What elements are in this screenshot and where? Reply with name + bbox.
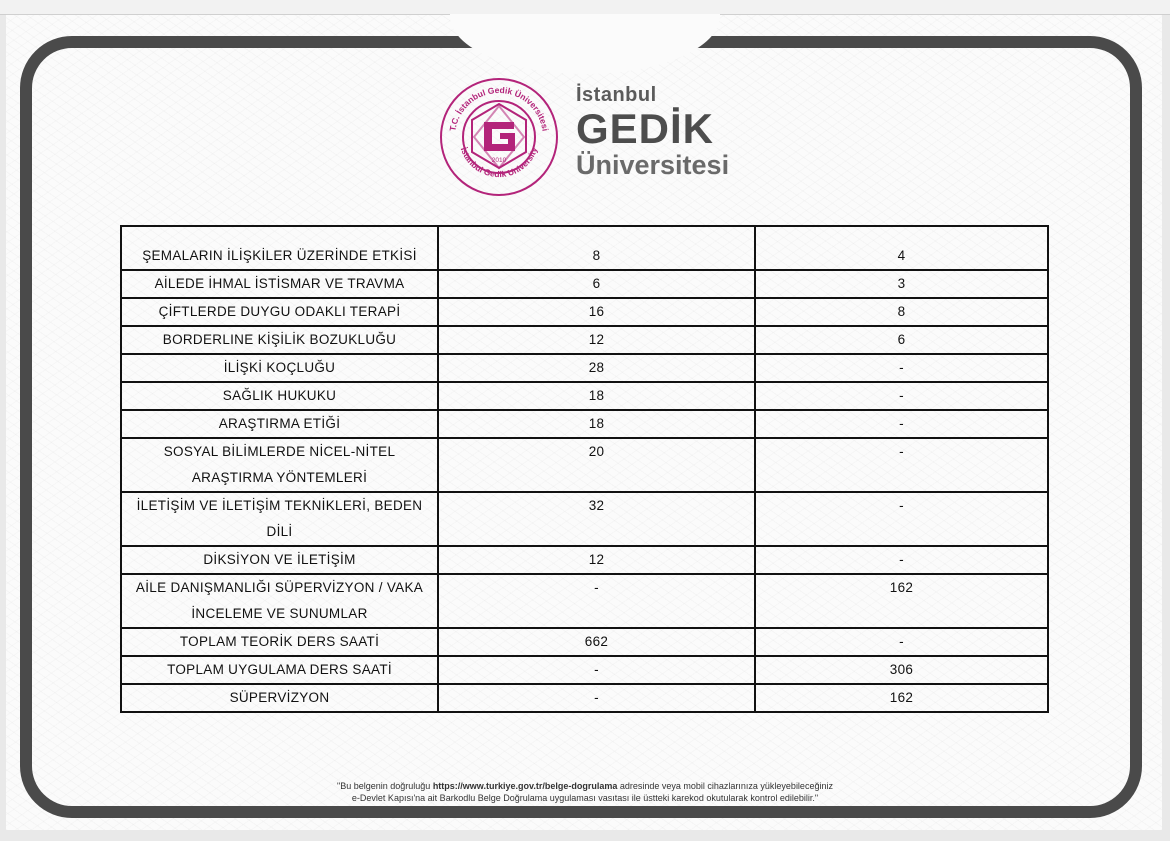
theory-hours-cell: 18: [438, 382, 755, 410]
course-name-cell: ÇİFTLERDE DUYGU ODAKLI TERAPİ: [121, 298, 438, 326]
theory-hours-cell: 28: [438, 354, 755, 382]
practice-hours-cell: -: [755, 382, 1048, 410]
theory-hours-cell: -: [438, 574, 755, 628]
verification-link[interactable]: https://www.turkiye.gov.tr/belge-dogrulama: [432, 781, 618, 791]
theory-hours-cell: -: [438, 684, 755, 712]
verification-line-1: "Bu belgenin doğruluğu https://www.turkiye.gov.tr/belge-dogrulama adresinde veya mobil cihazlarınıza yükleyebileceğiniz: [337, 781, 833, 791]
course-name-cell: DİKSİYON VE İLETİŞİM: [121, 546, 438, 574]
table-row: [121, 574, 1048, 628]
practice-hours-cell: 306: [755, 656, 1048, 684]
course-name-cell: [121, 574, 438, 628]
course-name-cell: İLİŞKİ KOÇLUĞU: [121, 354, 438, 382]
practice-hours-cell: -: [755, 354, 1048, 382]
practice-hours-cell: -: [755, 410, 1048, 438]
practice-hours-cell: -: [755, 438, 1048, 492]
course-name-cell: SÜPERVİZYON: [121, 684, 438, 712]
table-row: [121, 546, 1048, 574]
practice-hours-cell: 6: [755, 326, 1048, 354]
viewer-top-bar: [0, 0, 1170, 15]
practice-hours-cell: 162: [755, 574, 1048, 628]
practice-hours-cell: -: [755, 628, 1048, 656]
theory-hours-cell: -: [438, 656, 755, 684]
theory-hours-cell: 20: [438, 438, 755, 492]
theory-hours-cell: 12: [438, 546, 755, 574]
wordmark-city: İstanbul: [576, 84, 657, 106]
course-name-line: SOSYAL BİLİMLERDE NİCEL-NİTEL: [163, 444, 396, 459]
course-name-line: ARAŞTIRMA YÖNTEMLERİ: [191, 470, 368, 485]
practice-hours-cell: 3: [755, 270, 1048, 298]
course-name-cell: ŞEMALARIN İLİŞKİLER ÜZERİNDE ETKİSİ: [121, 226, 438, 270]
course-hours-table: [120, 225, 1049, 713]
theory-hours-cell: 16: [438, 298, 755, 326]
theory-hours-cell: 6: [438, 270, 755, 298]
course-name-cell: BORDERLINE KİŞİLİK BOZUKLUĞU: [121, 326, 438, 354]
course-name-line: İNCELEME VE SUNUMLAR: [191, 606, 368, 621]
verification-note: [150, 780, 1020, 804]
table-row: [121, 438, 1048, 492]
table-row: [121, 656, 1048, 684]
course-name-cell: ARAŞTIRMA ETİĞİ: [121, 410, 438, 438]
table-row: [121, 628, 1048, 656]
table-row: [121, 326, 1048, 354]
table-row: [121, 410, 1048, 438]
table-row: [121, 226, 1048, 270]
university-wordmark: [576, 84, 729, 179]
course-name-cell: [121, 438, 438, 492]
table-row: [121, 684, 1048, 712]
seal-year: 2010: [491, 157, 507, 164]
practice-hours-cell: 162: [755, 684, 1048, 712]
practice-hours-cell: -: [755, 492, 1048, 546]
course-name-cell: TOPLAM TEORİK DERS SAATİ: [121, 628, 438, 656]
seal-bottom-text: İstanbul Gedik University: [458, 145, 540, 180]
theory-hours-cell: 18: [438, 410, 755, 438]
table-row: [121, 298, 1048, 326]
practice-hours-cell: 8: [755, 298, 1048, 326]
theory-hours-cell: 12: [438, 326, 755, 354]
theory-hours-cell: 8: [438, 226, 755, 270]
wordmark-university: Üniversitesi: [576, 150, 730, 180]
table-row: [121, 382, 1048, 410]
practice-hours-cell: -: [755, 546, 1048, 574]
table-row: [121, 492, 1048, 546]
table-row: [121, 354, 1048, 382]
course-name-cell: SAĞLIK HUKUKU: [121, 382, 438, 410]
theory-hours-cell: 32: [438, 492, 755, 546]
course-name-cell: İLETİŞİM VE İLETİŞİM TEKNİKLERİ, BEDEN DİLİ: [121, 492, 438, 546]
theory-hours-cell: 662: [438, 628, 755, 656]
course-name-line: AİLE DANIŞMANLIĞI SÜPERVİZYON / VAKA: [135, 580, 424, 595]
university-seal-logo: [438, 76, 560, 198]
course-name-cell: TOPLAM UYGULAMA DERS SAATİ: [121, 656, 438, 684]
wordmark-name: GEDİK: [576, 105, 715, 152]
seal-top-text: T.C. İstanbul Gedik Üniversitesi: [447, 84, 551, 132]
practice-hours-cell: 4: [755, 226, 1048, 270]
verification-line-2: e-Devlet Kapısı'na ait Barkodlu Belge Doğrulama uygulaması vasıtası ile üstteki karekod okutularak kontrol edilebilir.": [351, 793, 819, 803]
course-name-cell: AİLEDE İHMAL İSTİSMAR VE TRAVMA: [121, 270, 438, 298]
table-row: [121, 270, 1048, 298]
